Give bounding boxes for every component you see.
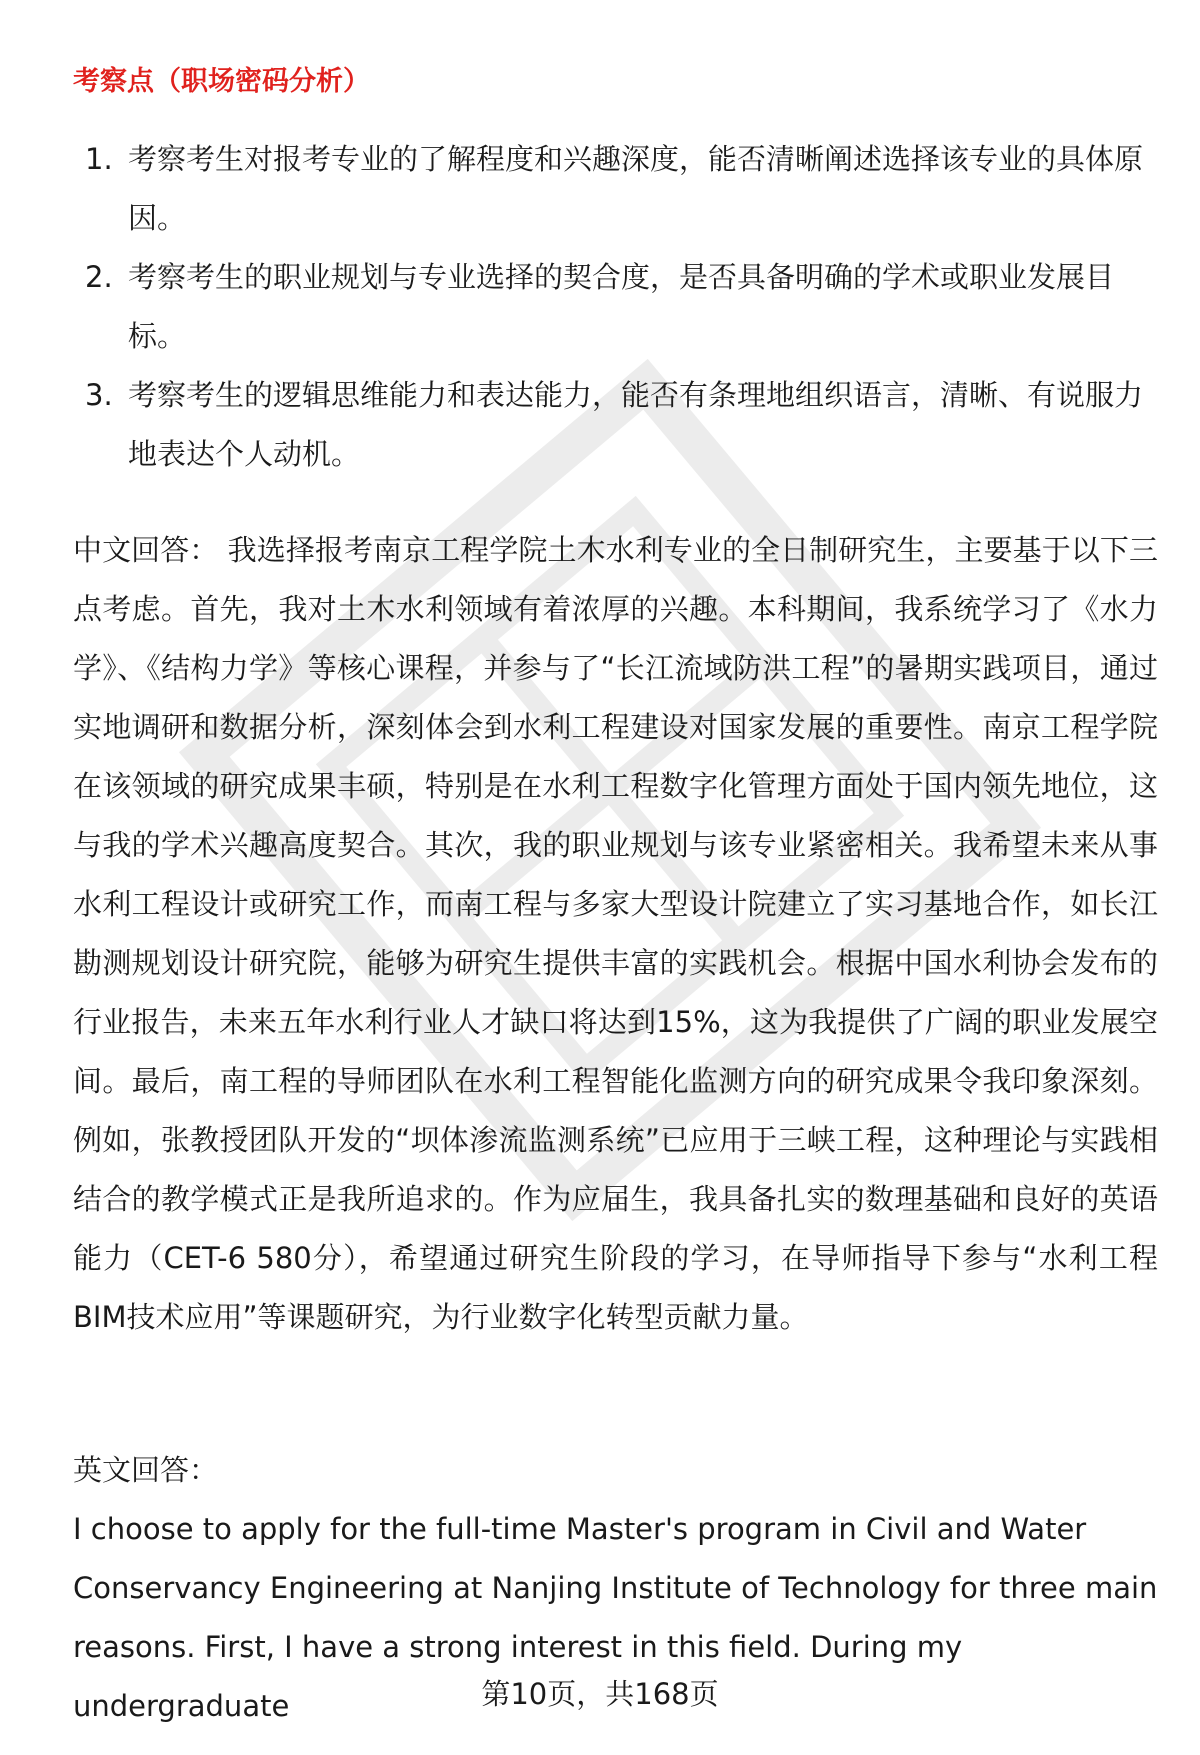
list-item-number: 2. xyxy=(85,260,113,294)
chinese-answer-paragraph: 中文回答： 我选择报考南京工程学院土木水利专业的全日制研究生，主要基于以下三点考虑。首先，我对土木水利领域有着浓厚的兴趣。本科期间，我系统学习了《水力学》、《结构力学》等核心课程，并参与了“长江流域防洪工程”的暑期实践项目，通过实地调研和数据分析，深刻体会到水利工程建设对国家发展的重要性。南京工程学院在该领域的研究成果丰硕，特别是在水利工程数字化管理方面处于国内领先地位，这与我的学术兴趣高度契合。其次，我的职业规划与该专业紧密相关。我希望未来从事水利工程设计或研究工作，而南工程与多家大型设计院建立了实习基地合作，如长江勘测规划设计研究院，能够为研究生提供丰富的实践机会。根据中国水利协会发布的行业报告，未来五年水利行业人才缺口将达到15%，这为我提供了广阔的职业发展空间。最后，南工程的导师团队在水利工程智能化监测方向的研究成果令我印象深刻。例如，张教授团队开发的“坝体渗流监测系统”已应用于三峡工程，这种理论与实践相结合的教学模式正是我所追求的。作为应届生，我具备扎实的数理基础和良好的英语能力（CET-6 580分），希望通过研究生阶段的学习，在导师指导下参与“水利工程BIM技术应用”等课题研究，为行业数字化转型贡献力量。 xyxy=(73,533,1158,1334)
list-item xyxy=(73,130,1153,248)
assessment-points-list xyxy=(73,130,1153,484)
list-item-text: 考察考生的逻辑思维能力和表达能力，能否有条理地组织语言，清晰、有说服力地表达个人动机。 xyxy=(128,378,1144,471)
list-item xyxy=(73,248,1153,366)
english-answer-label: 英文回答： xyxy=(73,1453,219,1487)
list-item-number: 3. xyxy=(85,378,113,412)
list-item-text: 考察考生对报考专业的了解程度和兴趣深度，能否清晰阐述选择该专业的具体原因。 xyxy=(128,142,1144,235)
list-item xyxy=(73,366,1153,484)
list-item-number: 1. xyxy=(85,142,113,176)
page-number-footer: 第10页，共168页 xyxy=(481,1677,719,1711)
section-heading: 考察点（职场密码分析） xyxy=(73,66,370,97)
english-answer-paragraph: I choose to apply for the full-time Master's program in Civil and Water Conservancy Engineering at Nanjing Institute of Technology for three main reasons. First, I have a strong interest in this field. During my undergraduate xyxy=(73,1512,1158,1723)
list-item-text: 考察考生的职业规划与专业选择的契合度，是否具备明确的学术或职业发展目标。 xyxy=(128,260,1115,353)
